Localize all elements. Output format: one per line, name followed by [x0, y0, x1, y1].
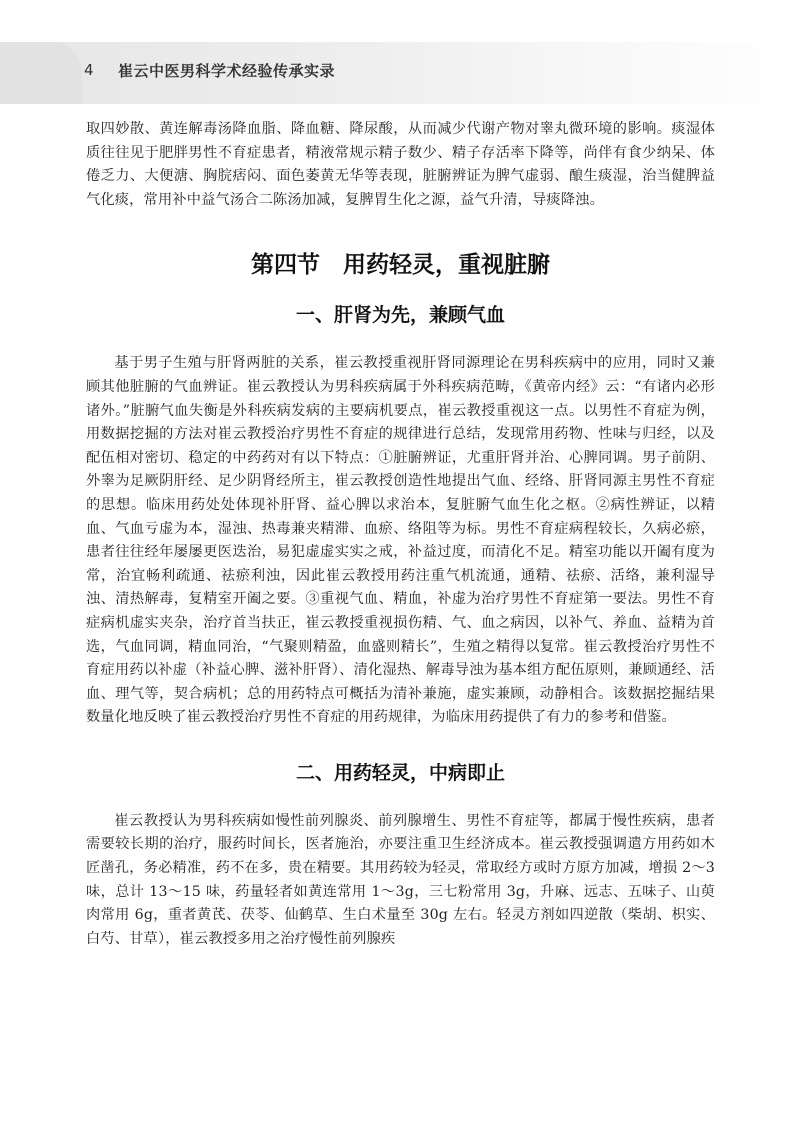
subsection-1-title: 一、肝肾为先，兼顾气血	[295, 304, 505, 327]
intro-paragraph: 取四妙散、黄连解毒汤降血脂、降血糖、降尿酸，从而减少代谢产物对睾丸微环境的影响。痰湿体质往往见于肥胖男性不育症患者，精液常规示精子数少、精子存活率下降等，尚伴有食少纳呆、体倦乏力、大便溏、胸脘痞闷、面色萎黄无华等表现，脏腑辨证为脾气虚弱、酿生痰湿，治当健脾益气化痰，常用补中益气汤合二陈汤加减，复脾胃生化之源，益气升清，导痰降浊。	[86, 121, 715, 208]
page-number: 4	[84, 61, 94, 79]
subsection-2-paragraph: 崔云教授认为男科疾病如慢性前列腺炎、前列腺增生、男性不育症等，都属于慢性疾病，患者需要较长期的治疗，服药时间长，医者施治，亦要注重卫生经济成本。崔云教授强调遣方用药如木匠凿孔，务必精准，药不在多，贵在精要。其用药较为轻灵，常取经方或时方原方加减，增损 2～3 味，总计 13～15 味，药量轻者如黄连常用 1～3g，三七粉常用 3g，升麻、远志、五味子、山萸肉常用 6g，重者黄芪、茯苓、仙鹤草、生白术量至 30g 左右。轻灵方剂如四逆散（柴胡、枳实、白芍、甘草），崔云教授多用之治疗慢性前列腺疾	[86, 812, 715, 947]
running-title: 崔云中医男科学术经验传承实录	[118, 62, 336, 80]
subsection-2-title: 二、用药轻灵，中病即止	[295, 761, 505, 784]
page-content	[86, 118, 715, 951]
header-tab	[0, 42, 82, 104]
subsection-1-paragraph: 基于男子生殖与肝肾两脏的关系，崔云教授重视肝肾同源理论在男科疾病中的应用，同时又兼顾其他脏腑的气血辨证。崔云教授认为男科疾病属于外科疾病范畴，《黄帝内经》云：“有诸内必形诸外。”脏腑气血失衡是外科疾病发病的主要病机要点，崔云教授重视这一点。以男性不育症为例，用数据挖掘的方法对崔云教授治疗男性不育症的规律进行总结，发现常用药物、性味与归经，以及配伍相对密切、稳定的中药药对有以下特点：①脏腑辨证，尤重肝肾并治、心脾同调。男子前阴、外睾为足厥阴肝经、足少阴肾经所主，崔云教授创造性地提出气血、经络、肝肾同源主男性不育症的思想。临床用药处处体现补肝肾、益心脾以求治本，复脏腑气血生化之枢。②病性辨证，以精血、气血亏虚为本，湿浊、热毒兼夹精滞、血瘀、络阻等为标。男性不育症病程较长，久病必瘀，患者往往经年屡屡更医迭治，易犯虚虚实实之戒，补益过度，而清化不足。精室功能以开阖有度为常，治宜畅利疏通、祛瘀利浊，因此崔云教授用药注重气机流通，通精、祛瘀、活络，兼利湿导浊、清热解毒，复精室开阖之要。③重视气血、精血，补虚为治疗男性不育症第一要法。男性不育症病机虚实夹杂，治疗首当扶正，崔云教授重视损伤精、气、血之病因，以补气、养血、益精为首选，气血同调，精血同治，“气聚则精盈，血盛则精长”，生殖之精得以复常。崔云教授治疗男性不育症用药以补虚（补益心脾、滋补肝肾）、清化湿热、解毒导浊为基本组方配伍原则，兼顾通经、活血、理气等，契合病机；总的用药特点可概括为清补兼施，虚实兼顾，动静相合。该数据挖掘结果数量化地反映了崔云教授治疗男性不育症的用药规律，为临床用药提供了有力的参考和借鉴。	[86, 355, 715, 726]
section-title: 第四节 用药轻灵，重视脏腑	[251, 251, 550, 279]
